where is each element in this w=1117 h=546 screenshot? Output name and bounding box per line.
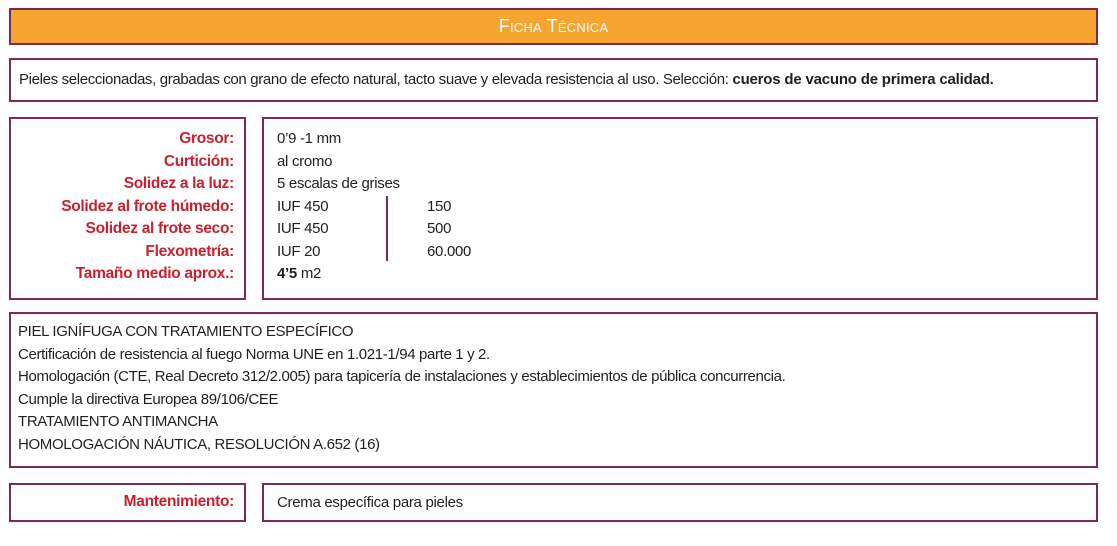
description-box [9, 58, 1098, 102]
spec-value-secondary: 60.000 [427, 242, 472, 260]
cert-line: Certificación de resistencia al fuego Norma UNE en 1.021-1/94 parte 1 y 2. [18, 345, 490, 363]
cert-line: HOMOLOGACIÓN NÁUTICA, RESOLUCIÓN A.652 (16) [18, 435, 380, 453]
spec-labels-box [9, 117, 246, 300]
page-title: Ficha Técnica [498, 16, 609, 36]
cert-line: PIEL IGNÍFUGA CON TRATAMIENTO ESPECÍFICO [18, 323, 354, 340]
spec-row-solidez-luz [277, 173, 1096, 196]
spec-row-grosor [277, 128, 1096, 151]
spec-row-curticion [277, 151, 1096, 174]
spec-row-frote-seco [277, 218, 1096, 241]
cert-line: Cumple la directiva Europea 89/106/CEE [18, 390, 279, 408]
spec-row-frote-humedo [277, 196, 1096, 219]
spec-value-unit: m2 [296, 265, 322, 282]
maintenance-value-box [262, 483, 1098, 522]
spec-label-solidez-luz: Solidez a la luz: [123, 175, 234, 192]
spec-row-flexometria [277, 241, 1096, 264]
spec-value: 5 escalas de grises [277, 175, 400, 192]
spec-value-secondary: 500 [427, 220, 452, 237]
spec-label-frote-humedo: Solidez al frote húmedo: [61, 197, 234, 215]
spec-values-box [262, 117, 1098, 300]
description-text: Pieles seleccionadas, grabadas con grano de efecto natural, tacto suave y elevada resistencia al uso. Selección: [19, 71, 733, 88]
description-bold: cueros de vacuno de primera calidad. [732, 71, 994, 88]
maintenance-value: Crema específica para pieles [277, 494, 463, 511]
title-bar [9, 8, 1098, 45]
spec-value: IUF 20 [277, 242, 321, 260]
spec-row-tamano [277, 263, 1096, 286]
spec-label-tamano: Tamaño medio aprox.: [75, 265, 234, 282]
spec-value-secondary: 150 [427, 197, 452, 215]
maintenance-label: Mantenimiento: [123, 493, 234, 511]
spec-label-grosor: Grosor: [179, 130, 234, 147]
maintenance-label-box [9, 483, 246, 522]
spec-value: IUF 450 [277, 197, 329, 215]
spec-value-bold: 4’5 [277, 265, 297, 282]
column-divider [386, 196, 388, 261]
spec-label-frote-seco: Solidez al frote seco: [85, 220, 234, 237]
spec-label-flexometria: Flexometría: [145, 242, 234, 260]
spec-value: 0’9 -1 mm [277, 130, 341, 147]
cert-line: TRATAMIENTO ANTIMANCHA [18, 413, 218, 430]
spec-label-curticion: Curtición: [163, 152, 234, 170]
spec-value: al cromo [277, 152, 333, 170]
spec-value: IUF 450 [277, 220, 329, 237]
certifications-box [9, 312, 1098, 468]
cert-line: Homologación (CTE, Real Decreto 312/2.005) para tapicería de instalaciones y establecimientos de pública concurrencia. [18, 368, 786, 385]
